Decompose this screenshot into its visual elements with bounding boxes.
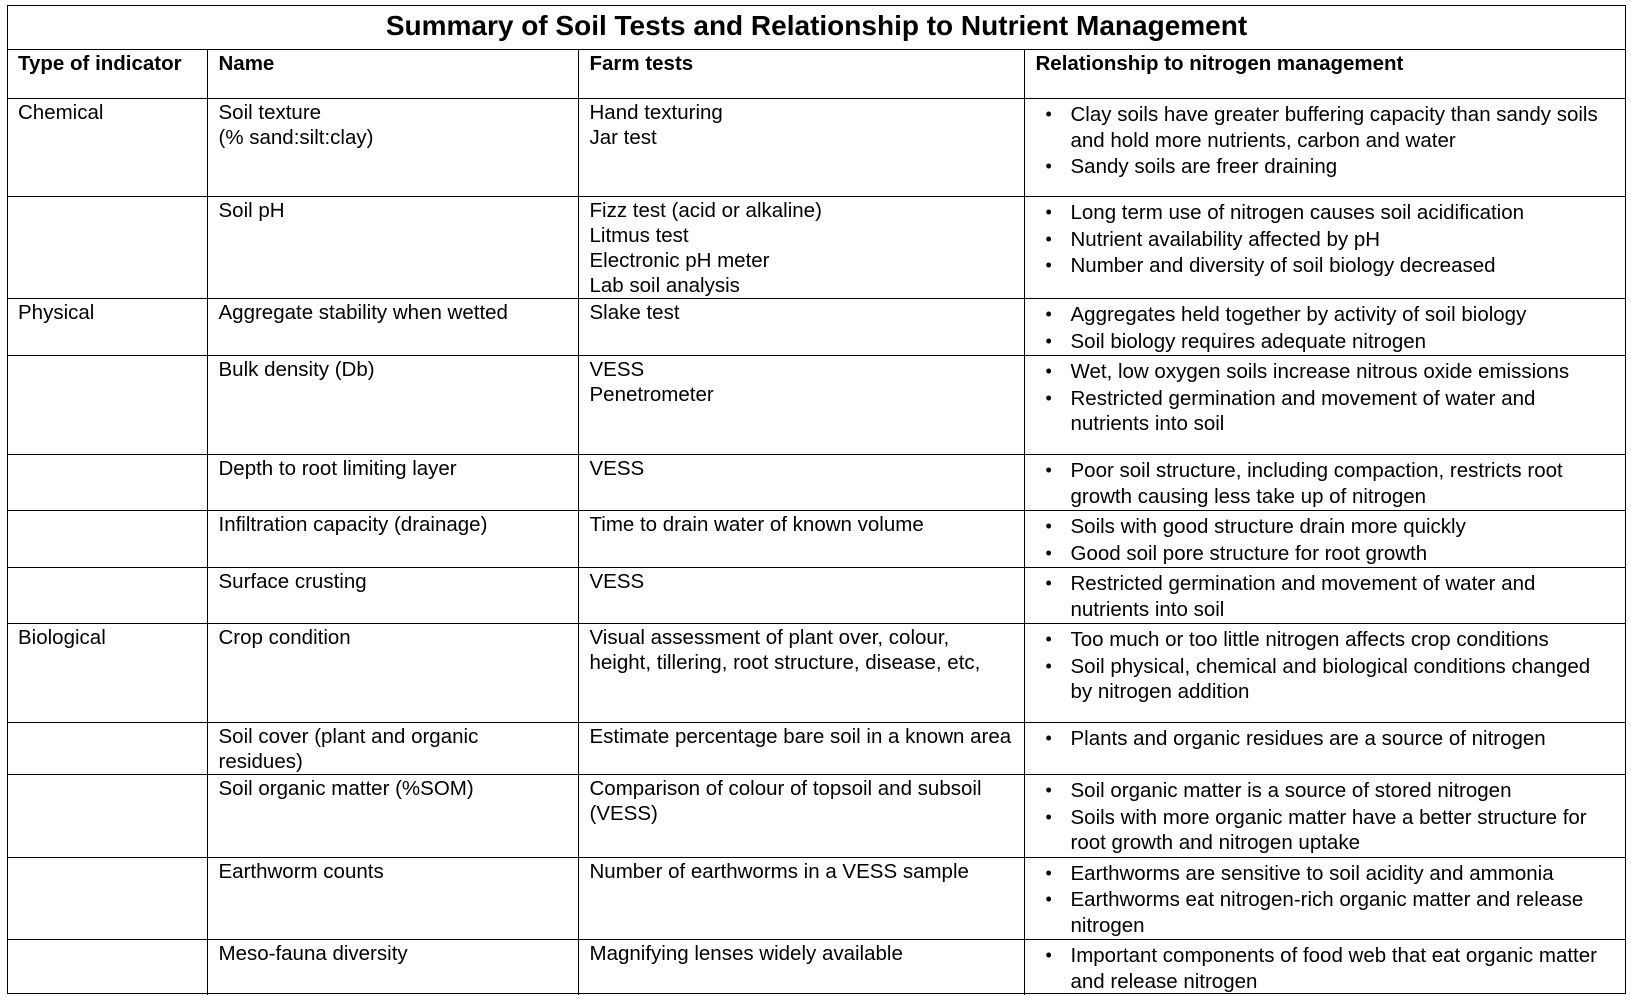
farm-test-line: Slake test — [589, 301, 680, 324]
indicator-name-line: Soil organic matter (%SOM) — [218, 777, 474, 800]
relationship-cell — [1024, 857, 1626, 940]
header-name: Name — [207, 50, 578, 99]
indicator-type-cell — [7, 723, 207, 775]
relationship-cell — [1024, 455, 1626, 511]
farm-tests-cell — [578, 940, 1024, 996]
indicator-name-cell — [207, 197, 578, 299]
indicator-name-cell — [207, 99, 578, 197]
relationship-list — [1036, 571, 1616, 622]
indicator-name-line: Soil pH — [218, 199, 285, 222]
relationship-list — [1036, 861, 1616, 939]
relationship-list — [1036, 302, 1616, 354]
farm-test-line: Lab soil analysis — [589, 274, 740, 297]
indicator-name-line: Bulk density (Db) — [218, 358, 375, 381]
table-row — [7, 940, 1626, 996]
farm-test-line: Jar test — [589, 126, 657, 149]
relationship-bullet: • Plants and organic residues are a source of nitrogen — [1036, 726, 1616, 752]
relationship-cell — [1024, 624, 1626, 723]
farm-test-line: Penetrometer — [589, 383, 714, 406]
indicator-name-line: Crop condition — [218, 626, 351, 649]
indicator-name-line: Infiltration capacity (drainage) — [218, 513, 488, 536]
relationship-list — [1036, 726, 1616, 752]
relationship-cell — [1024, 99, 1626, 197]
relationship-list — [1036, 359, 1616, 437]
relationship-bullet: • Soil organic matter is a source of stored nitrogen — [1036, 778, 1616, 804]
relationship-list — [1036, 778, 1616, 856]
indicator-name-line: Soil cover (plant and organic residues) — [218, 725, 479, 773]
relationship-bullet: • Earthworms are sensitive to soil acidity and ammonia — [1036, 861, 1616, 887]
indicator-name-line: (% sand:silt:clay) — [218, 126, 374, 149]
indicator-type-cell — [7, 940, 207, 996]
table-row — [7, 99, 1626, 197]
table-row — [7, 624, 1626, 723]
indicator-type-cell — [7, 197, 207, 299]
relationship-bullet: • Poor soil structure, including compaction, restricts root growth causing less take up of nitrogen — [1036, 458, 1616, 509]
header-farm-tests: Farm tests — [578, 50, 1024, 99]
page-title: Summary of Soil Tests and Relationship to Nutrient Management — [7, 6, 1626, 50]
relationship-list — [1036, 943, 1616, 994]
indicator-type-cell: Physical — [7, 299, 207, 356]
farm-tests-cell — [578, 568, 1024, 624]
indicator-name-line: Depth to root limiting layer — [218, 457, 457, 480]
farm-test-line: Visual assessment of plant over, colour, height, tillering, root structure, disease, etc, — [589, 626, 981, 674]
farm-test-line: Hand texturing — [589, 101, 723, 124]
relationship-list — [1036, 627, 1616, 705]
indicator-name-cell — [207, 723, 578, 775]
relationship-bullet: • Aggregates held together by activity of soil biology — [1036, 302, 1616, 328]
indicator-name-line: Surface crusting — [218, 570, 367, 593]
farm-tests-cell — [578, 299, 1024, 356]
relationship-cell — [1024, 723, 1626, 775]
table-body — [7, 99, 1626, 996]
indicator-type-cell: Biological — [7, 624, 207, 723]
farm-test-line: Litmus test — [589, 224, 689, 247]
farm-tests-cell — [578, 455, 1024, 511]
farm-tests-cell — [578, 624, 1024, 723]
indicator-type-cell — [7, 568, 207, 624]
table-row — [7, 455, 1626, 511]
relationship-bullet: • Too much or too little nitrogen affects crop conditions — [1036, 627, 1616, 653]
farm-test-line: Electronic pH meter — [589, 249, 770, 272]
farm-tests-cell — [578, 99, 1024, 197]
soil-tests-table — [7, 49, 1626, 995]
relationship-list — [1036, 458, 1616, 509]
farm-test-line: Number of earthworms in a VESS sample — [589, 859, 969, 883]
relationship-cell — [1024, 568, 1626, 624]
indicator-name-cell — [207, 624, 578, 723]
relationship-bullet: • Restricted germination and movement of water and nutrients into soil — [1036, 571, 1616, 622]
farm-tests-cell — [578, 775, 1024, 858]
indicator-name-cell — [207, 857, 578, 940]
relationship-cell — [1024, 356, 1626, 455]
farm-tests-cell — [578, 857, 1024, 940]
indicator-name-cell — [207, 940, 578, 996]
relationship-bullet: • Nutrient availability affected by pH — [1036, 227, 1616, 253]
indicator-type-cell — [7, 775, 207, 858]
relationship-bullet: • Clay soils have greater buffering capacity than sandy soils and hold more nutrients, carbon and water — [1036, 102, 1616, 153]
table-row — [7, 356, 1626, 455]
indicator-name-cell — [207, 455, 578, 511]
indicator-type-cell — [7, 511, 207, 568]
indicator-name-cell — [207, 568, 578, 624]
table-row — [7, 197, 1626, 299]
indicator-type-cell — [7, 857, 207, 940]
table-header-row — [7, 50, 1626, 99]
table-row — [7, 299, 1626, 356]
relationship-list — [1036, 200, 1616, 279]
indicator-name-cell — [207, 356, 578, 455]
relationship-cell — [1024, 299, 1626, 356]
farm-test-line: VESS — [589, 570, 645, 593]
header-relationship: Relationship to nitrogen management — [1024, 50, 1626, 99]
farm-tests-cell — [578, 197, 1024, 299]
relationship-bullet: • Soils with good structure drain more quickly — [1036, 514, 1616, 540]
relationship-cell — [1024, 775, 1626, 858]
farm-test-line: Fizz test (acid or alkaline) — [589, 199, 822, 222]
farm-test-line: Comparison of colour of topsoil and subsoil (VESS) — [589, 777, 982, 825]
table-row — [7, 568, 1626, 624]
table-row — [7, 857, 1626, 940]
relationship-cell — [1024, 197, 1626, 299]
indicator-type-cell — [7, 455, 207, 511]
relationship-bullet: • Soils with more organic matter have a better structure for root growth and nitrogen uptake — [1036, 805, 1616, 856]
header-type: Type of indicator — [7, 50, 207, 99]
indicator-name-line: Meso-fauna diversity — [218, 942, 408, 965]
relationship-bullet: • Restricted germination and movement of water and nutrients into soil — [1036, 386, 1616, 437]
relationship-list — [1036, 514, 1616, 566]
farm-test-line: Time to drain water of known volume — [589, 513, 924, 536]
indicator-name-cell — [207, 775, 578, 858]
table-row — [7, 511, 1626, 568]
farm-test-line: VESS — [589, 358, 645, 381]
indicator-name-line: Aggregate stability when wetted — [218, 301, 508, 324]
farm-tests-cell — [578, 723, 1024, 775]
relationship-bullet: • Soil biology requires adequate nitrogen — [1036, 329, 1616, 355]
farm-tests-cell — [578, 356, 1024, 455]
farm-test-line: Estimate percentage bare soil in a known area — [589, 725, 1012, 748]
indicator-name-line: Earthworm counts — [218, 859, 384, 883]
relationship-cell — [1024, 511, 1626, 568]
farm-tests-cell — [578, 511, 1024, 568]
indicator-type-cell: Chemical — [7, 99, 207, 197]
table-row — [7, 775, 1626, 858]
indicator-name-cell — [207, 511, 578, 568]
relationship-bullet: • Sandy soils are freer draining — [1036, 154, 1616, 180]
relationship-bullet: • Wet, low oxygen soils increase nitrous oxide emissions — [1036, 359, 1616, 385]
indicator-type-cell — [7, 356, 207, 455]
farm-test-line: Magnifying lenses widely available — [589, 942, 903, 965]
relationship-cell — [1024, 940, 1626, 996]
farm-test-line: VESS — [589, 457, 645, 480]
relationship-bullet: • Good soil pore structure for root growth — [1036, 541, 1616, 567]
relationship-list — [1036, 102, 1616, 180]
relationship-bullet: • Important components of food web that eat organic matter and release nitrogen — [1036, 943, 1616, 994]
relationship-bullet: • Soil physical, chemical and biological conditions changed by nitrogen addition — [1036, 654, 1616, 705]
indicator-name-cell — [207, 299, 578, 356]
relationship-bullet: • Long term use of nitrogen causes soil acidification — [1036, 200, 1616, 226]
indicator-name-line: Soil texture — [218, 101, 322, 124]
relationship-bullet: • Number and diversity of soil biology decreased — [1036, 253, 1616, 279]
table-row — [7, 723, 1626, 775]
relationship-bullet: • Earthworms eat nitrogen-rich organic matter and release nitrogen — [1036, 887, 1616, 938]
